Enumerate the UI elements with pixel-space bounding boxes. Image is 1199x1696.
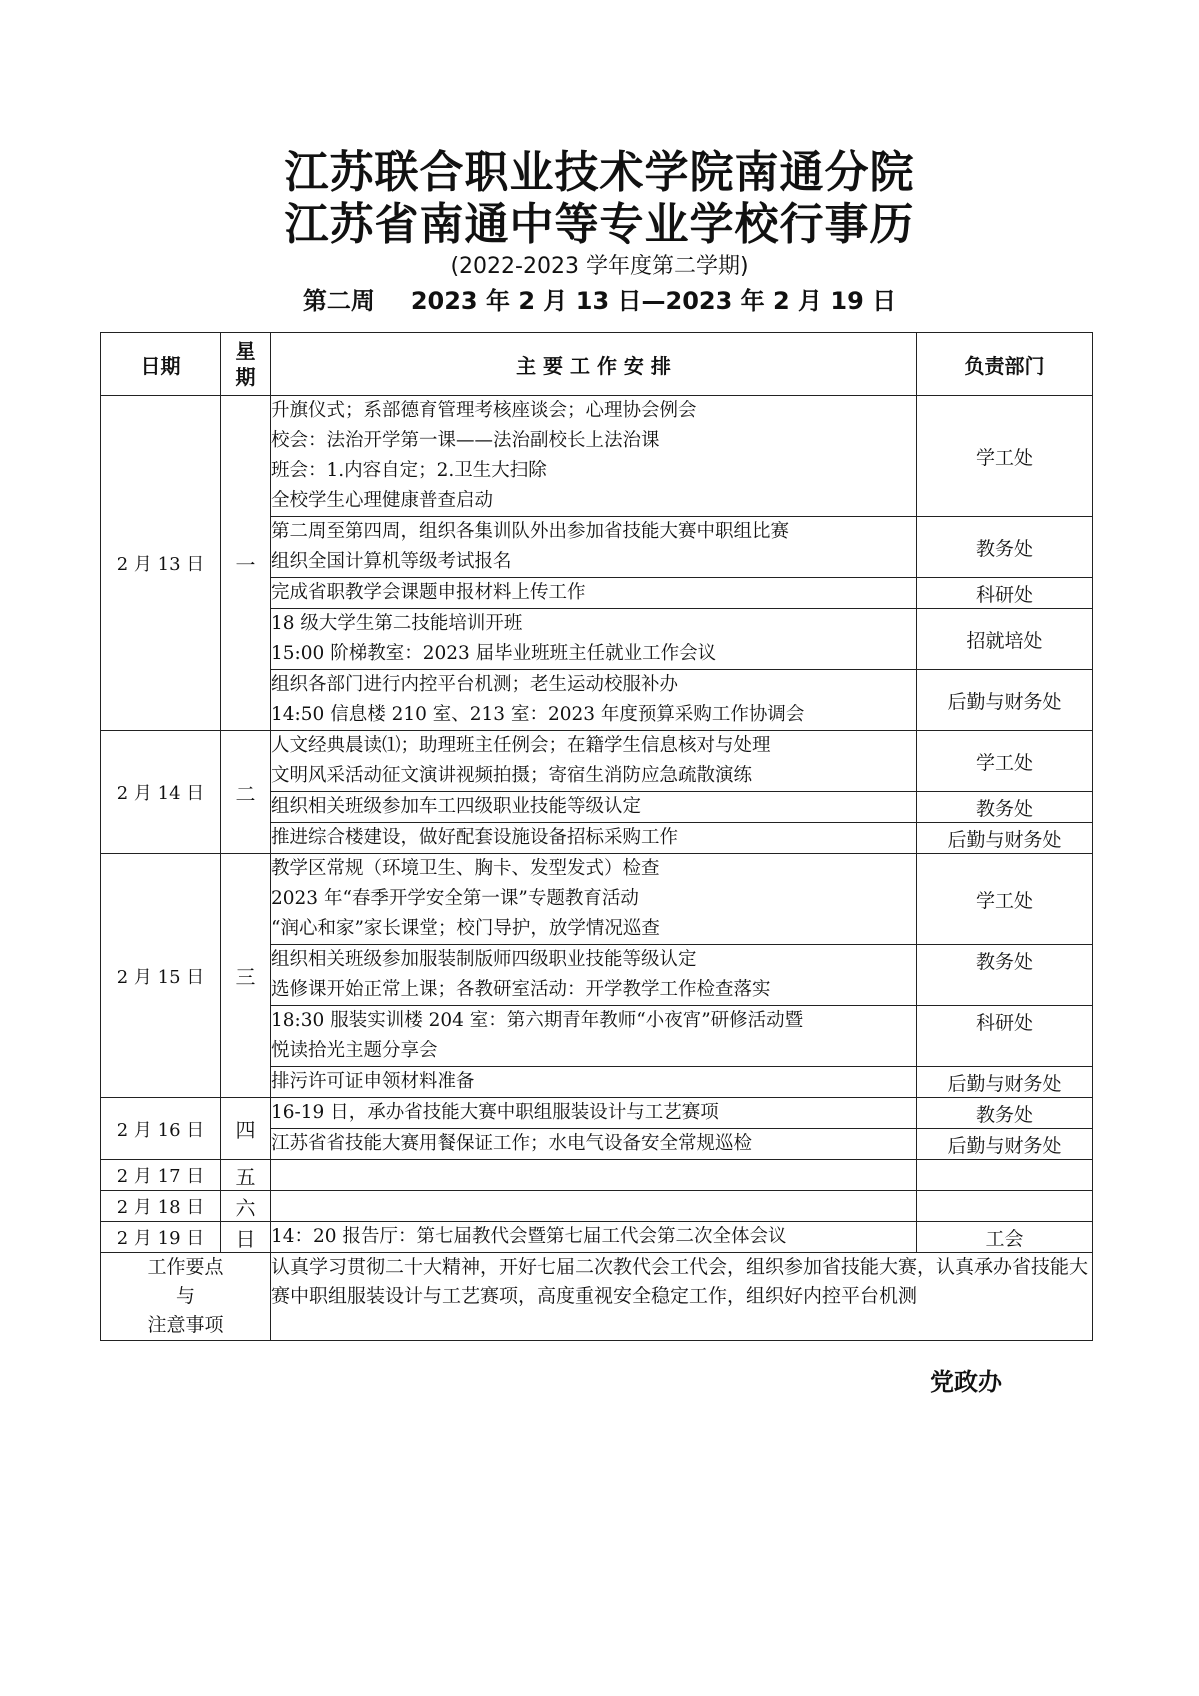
work-cell (271, 1067, 917, 1098)
department-cell: 后勤与财务处 (917, 670, 1093, 731)
weekday-cell: 三 (221, 854, 271, 1098)
header-weekday-char: 期 (235, 365, 256, 389)
department-cell: 教务处 (917, 517, 1093, 578)
work-item (271, 1160, 916, 1190)
work-item: 江苏省省技能大赛用餐保证工作；水电气设备安全常规巡检 (271, 1133, 753, 1154)
date-cell: 2 月 18 日 (101, 1191, 221, 1222)
department-cell: 科研处 (917, 1006, 1093, 1067)
work-cell (271, 854, 917, 945)
work-item: 16-19 日，承办省技能大赛中职组服装设计与工艺赛项 (271, 1102, 719, 1123)
work-item: 组织全国计算机等级考试报名 (271, 551, 512, 572)
work-cell (271, 1129, 917, 1160)
header-date: 日期 (101, 333, 221, 396)
weekday-cell: 六 (221, 1191, 271, 1222)
schedule-row (101, 854, 1093, 945)
header-weekday (221, 333, 271, 396)
department-cell: 工会 (917, 1222, 1093, 1253)
work-cell (271, 670, 917, 731)
weekday-cell: 日 (221, 1222, 271, 1253)
department-cell: 科研处 (917, 578, 1093, 609)
schedule-body (101, 396, 1093, 1253)
work-item: 排污许可证申领材料准备 (271, 1071, 475, 1092)
department-cell (917, 1160, 1093, 1191)
work-item: 组织各部门进行内控平台机测；老生运动校服补办 (271, 674, 679, 695)
work-cell (271, 396, 917, 517)
schedule-row (101, 1160, 1093, 1191)
weekday-cell: 二 (221, 731, 271, 854)
weekday-cell: 四 (221, 1098, 271, 1160)
department-cell: 教务处 (917, 1098, 1093, 1129)
work-cell (271, 731, 917, 792)
work-item: 班会：1.内容自定；2.卫生大扫除 (271, 460, 547, 481)
department-cell: 后勤与财务处 (917, 823, 1093, 854)
work-cell (271, 823, 917, 854)
work-item: 完成省职教学会课题申报材料上传工作 (271, 582, 586, 603)
work-item: 第二周至第四周，组织各集训队外出参加省技能大赛中职组比赛 (271, 521, 790, 542)
work-cell (271, 578, 917, 609)
date-range: 2023 年 2 月 13 日—2023 年 2 月 19 日 (410, 287, 897, 315)
header-row (101, 333, 1093, 396)
schedule-row (101, 1098, 1093, 1129)
week-line (0, 285, 1199, 317)
work-item: 选修课开始正常上课；各教研室活动：开学教学工作检查落实 (271, 979, 771, 1000)
schedule-row (101, 1191, 1093, 1222)
work-item: 文明风采活动征文演讲视频拍摄；寄宿生消防应急疏散演练 (271, 765, 753, 786)
department-cell: 教务处 (917, 945, 1093, 1006)
work-item: 14:50 信息楼 210 室、213 室：2023 年度预算采购工作协调会 (271, 704, 805, 725)
notes-label-line: 注意事项 (147, 1314, 224, 1336)
weekday-cell: 一 (221, 396, 271, 731)
work-item: 教学区常规（环境卫生、胸卡、发型发式）检查 (271, 858, 660, 879)
work-cell (271, 1191, 917, 1222)
work-cell (271, 945, 917, 1006)
work-item: 升旗仪式；系部德育管理考核座谈会；心理协会例会 (271, 400, 697, 421)
work-item (271, 1191, 916, 1221)
work-item: 人文经典晨读⑴；助理班主任例会；在籍学生信息核对与处理 (271, 735, 771, 756)
date-cell: 2 月 14 日 (101, 731, 221, 854)
date-cell: 2 月 15 日 (101, 854, 221, 1098)
header-weekday-char: 星 (235, 339, 256, 363)
work-item: 14：20 报告厅：第七届教代会暨第七届工代会第二次全体会议 (271, 1226, 787, 1247)
schedule-table (100, 332, 1093, 1341)
department-cell: 学工处 (917, 854, 1093, 945)
notes-row (101, 1253, 1093, 1341)
department-cell: 后勤与财务处 (917, 1129, 1093, 1160)
work-item: “润心和家”家长课堂；校门导护，放学情况巡查 (271, 918, 660, 939)
department-cell: 教务处 (917, 792, 1093, 823)
schedule-row (101, 396, 1093, 517)
work-item: 悦读拾光主题分享会 (271, 1040, 438, 1061)
title-line-1: 江苏联合职业技术学院南通分院 (284, 147, 915, 198)
work-cell (271, 1006, 917, 1067)
department-cell: 招就培处 (917, 609, 1093, 670)
header-work: 主 要 工 作 安 排 (271, 333, 917, 396)
work-cell (271, 609, 917, 670)
notes-label-line: 工作要点 (147, 1256, 224, 1278)
work-cell (271, 1098, 917, 1129)
work-item: 组织相关班级参加服装制版师四级职业技能等级认定 (271, 949, 697, 970)
work-cell (271, 517, 917, 578)
header-dept: 负责部门 (917, 333, 1093, 396)
department-cell (917, 1191, 1093, 1222)
date-cell: 2 月 19 日 (101, 1222, 221, 1253)
work-item: 18 级大学生第二技能培训开班 (271, 613, 523, 634)
signature: 党政办 (930, 1368, 1002, 1396)
work-item: 组织相关班级参加车工四级职业技能等级认定 (271, 796, 642, 817)
work-item: 推进综合楼建设，做好配套设施设备招标采购工作 (271, 827, 679, 848)
work-item: 2023 年“春季开学安全第一课”专题教育活动 (271, 888, 639, 909)
schedule-row (101, 1222, 1093, 1253)
weekday-cell: 五 (221, 1160, 271, 1191)
department-cell: 学工处 (917, 731, 1093, 792)
notes-text: 认真学习贯彻二十大精神，开好七届二次教代会工代会，组织参加省技能大赛，认真承办省技能大赛中职组服装设计与工艺赛项，高度重视安全稳定工作，组织好内控平台机测 (271, 1253, 1093, 1341)
work-item: 15:00 阶梯教室：2023 届毕业班班主任就业工作会议 (271, 643, 717, 664)
work-cell (271, 1222, 917, 1253)
week-label: 第二周 (302, 287, 375, 315)
department-cell: 学工处 (917, 396, 1093, 517)
work-cell (271, 1160, 917, 1191)
department-cell: 后勤与财务处 (917, 1067, 1093, 1098)
notes-label-line: 与 (175, 1285, 195, 1307)
semester-subtitle: (2022-2023 学年度第二学期) (450, 254, 749, 279)
work-item: 校会：法治开学第一课——法治副校长上法治课 (271, 430, 660, 451)
work-cell (271, 792, 917, 823)
work-item: 18:30 服装实训楼 204 室：第六期青年教师“小夜宵”研修活动暨 (271, 1010, 804, 1031)
work-item: 全校学生心理健康普查启动 (271, 490, 494, 511)
title-line-2: 江苏省南通中等专业学校行事历 (284, 199, 915, 250)
date-cell: 2 月 17 日 (101, 1160, 221, 1191)
notes-label (101, 1253, 271, 1341)
date-cell: 2 月 16 日 (101, 1098, 221, 1160)
schedule-row (101, 731, 1093, 792)
header-weekday-text (221, 338, 270, 390)
date-cell: 2 月 13 日 (101, 396, 221, 731)
